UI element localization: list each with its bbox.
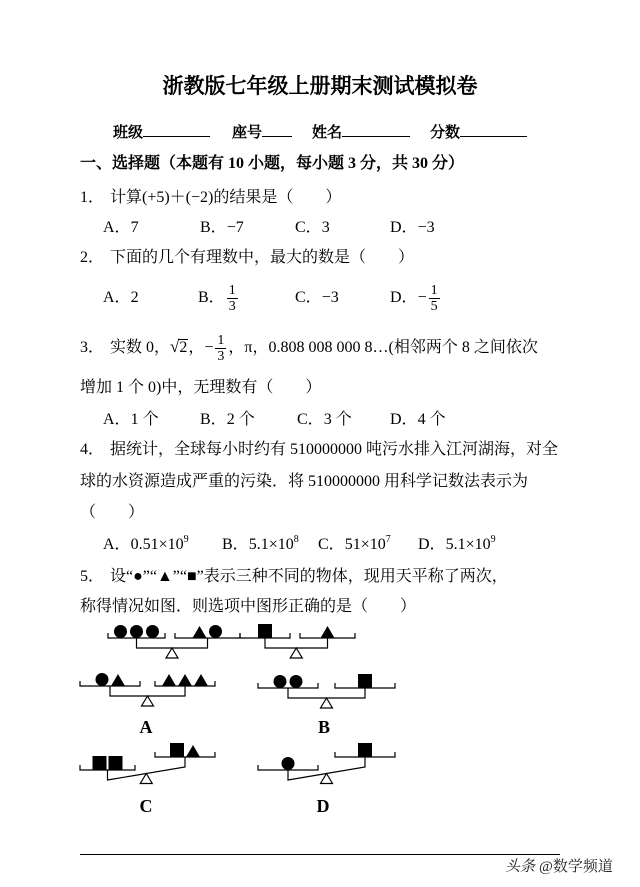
option-a: [103, 408, 159, 432]
balance-left-pan: [258, 683, 318, 688]
option-letter: D．: [390, 289, 418, 306]
filled-triangle-shape: [162, 674, 176, 686]
option-letter: A．: [103, 536, 131, 553]
option-letter: A．: [103, 411, 131, 428]
filled-triangle-shape: [111, 674, 125, 686]
option-balance-c: [80, 743, 215, 816]
exponent: 7: [385, 534, 391, 545]
fraction-denominator: 3: [217, 348, 225, 364]
filled-circle-shape: [130, 625, 143, 638]
balance-fulcrum: [321, 774, 333, 784]
option-letter: C．: [318, 536, 345, 553]
balance-right-pan: [175, 633, 240, 638]
info-field-name: [312, 119, 410, 143]
square-root: [170, 339, 188, 356]
option-value: 2: [130, 289, 139, 306]
option-letter: A．: [103, 289, 131, 306]
filled-square-shape: [109, 756, 123, 770]
option-value: −3: [417, 219, 435, 236]
option-d: [390, 408, 446, 432]
option-value: 2 个: [226, 411, 255, 428]
fraction: [429, 283, 440, 314]
option-letter: B．: [200, 219, 227, 236]
filled-triangle-shape: [321, 626, 335, 638]
option-label-c: C: [139, 796, 153, 816]
filled-square-shape: [358, 674, 372, 688]
option-letter: C．: [295, 219, 322, 236]
option-b: [222, 533, 299, 557]
option-d: [390, 216, 435, 240]
filled-circle-shape: [290, 675, 303, 688]
radicand: 2: [179, 339, 188, 356]
option-c: [297, 408, 352, 432]
footer-rule: [80, 854, 560, 855]
filled-triangle-shape: [193, 626, 207, 638]
exponent: 9: [490, 534, 496, 545]
option-balance-a: [80, 673, 215, 737]
option-c: [295, 216, 330, 240]
info-field-blank: [143, 119, 210, 137]
info-field-label: 分数: [430, 125, 461, 141]
balance-left-pan: [80, 681, 140, 686]
option-value: −7: [226, 219, 244, 236]
option-c: [295, 280, 339, 316]
option-label-b: B: [317, 717, 331, 737]
question-3-continued: 增加 1 个 0)中，无理数有（ ）: [80, 379, 322, 396]
exponent: 9: [183, 534, 189, 545]
option-balance-b: [258, 674, 395, 737]
balance-fulcrum: [166, 648, 178, 658]
option-label-a: A: [139, 717, 153, 737]
option-letter: B．: [200, 411, 227, 428]
filled-square-shape: [170, 743, 184, 757]
footer-handle: @数学频道: [539, 859, 613, 875]
fraction-numerator: 1: [228, 282, 236, 298]
balance-fulcrum: [142, 696, 154, 706]
footer-brand: 头条: [505, 859, 536, 875]
info-field-seat: [232, 119, 292, 143]
fraction: [215, 333, 226, 364]
balance-fulcrum: [321, 698, 333, 708]
option-value: 5.1×10: [248, 536, 294, 553]
info-field-blank: [342, 119, 410, 137]
radical-sign: √: [170, 337, 180, 356]
filled-circle-shape: [209, 625, 222, 638]
fraction-denominator: 3: [228, 298, 236, 314]
option-a: [103, 216, 139, 240]
option-label-d: D: [316, 796, 330, 816]
answer-parentheses: （ ）: [80, 504, 145, 521]
question-text: 据统计，全球每小时约有 510000000 吨污水排入江河湖海，对全: [110, 441, 559, 458]
filled-circle-shape: [274, 675, 287, 688]
question-number: 5．: [80, 568, 105, 585]
option-a: [103, 533, 189, 557]
info-field-class: [113, 119, 210, 143]
question-number: 2．: [80, 249, 105, 266]
option-value: 4 个: [417, 411, 446, 428]
fraction-numerator: 1: [430, 282, 438, 298]
question-5-continued: 称得情况如图．则选项中图形正确的是（ ）: [80, 598, 417, 615]
balance-fulcrum: [140, 774, 152, 784]
option-letter: D．: [390, 219, 418, 236]
footer-credit: [505, 856, 613, 878]
question-text: 设“●”“▲”“■”表示三种不同的物体，现用天平称了两次，: [110, 568, 508, 585]
option-letter: C．: [297, 411, 324, 428]
option-a: [103, 280, 139, 316]
option-letter: D．: [418, 536, 446, 553]
option-letter: A．: [103, 219, 131, 236]
balance-fulcrum: [290, 648, 302, 658]
filled-triangle-shape: [194, 674, 208, 686]
question-4-continued: 球的水资源造成严重的污染．将 510000000 用科学记数法表示为: [80, 473, 529, 490]
option-balance-d: [258, 743, 395, 816]
minus-sign: −: [204, 339, 214, 356]
question-2: [80, 246, 414, 270]
option-d: [390, 280, 442, 316]
option-value: 3 个: [323, 411, 352, 428]
info-field-label: 姓名: [312, 125, 343, 141]
balance-beam: [288, 688, 365, 698]
option-letter: B．: [222, 536, 249, 553]
balance-beam: [265, 638, 328, 648]
question-text: ，π，0.808 008 000 8…(相邻两个 8 之间依次: [228, 339, 538, 356]
filled-circle-shape: [282, 757, 295, 770]
option-value: 5.1×10: [445, 536, 491, 553]
info-field-blank: [460, 119, 527, 137]
filled-circle-shape: [146, 625, 159, 638]
page-title: 浙教版七年级上册期末测试模拟卷: [162, 74, 478, 98]
option-value: 51×10: [344, 536, 386, 553]
fraction-denominator: 5: [430, 298, 438, 314]
info-field-label: 班级: [113, 125, 144, 141]
given-balance-1: [108, 625, 240, 658]
balance-beam: [137, 638, 208, 648]
option-value: 1 个: [130, 411, 159, 428]
option-value: −3: [321, 289, 339, 306]
info-field-label: 座号: [232, 125, 263, 141]
option-letter: B．: [198, 289, 225, 306]
filled-circle-shape: [96, 673, 109, 686]
question-text: 计算(+5)＋(−2)的结果是（ ）: [110, 189, 342, 206]
option-b: [198, 280, 240, 316]
fraction: [227, 283, 238, 314]
balance-figure: [0, 615, 640, 825]
balance-right-pan: [155, 752, 215, 757]
filled-square-shape: [93, 756, 107, 770]
exponent: 8: [293, 534, 299, 545]
option-letter: D．: [390, 411, 418, 428]
filled-square-shape: [258, 624, 272, 638]
question-number: 1．: [80, 189, 105, 206]
question-text: 实数 0，: [110, 339, 171, 356]
given-balance-2: [240, 624, 355, 658]
filled-triangle-shape: [186, 745, 200, 757]
filled-circle-shape: [114, 625, 127, 638]
section-title: 一、选择题（本题有 10 小题，每小题 3 分，共 30 分）: [80, 155, 465, 172]
info-field-blank: [262, 119, 292, 137]
question-3: [80, 329, 538, 365]
fraction-numerator: 1: [217, 332, 225, 348]
option-value: 7: [130, 219, 139, 236]
option-value: 0.51×10: [130, 536, 184, 553]
filled-square-shape: [358, 743, 372, 757]
balance-beam: [110, 686, 185, 696]
option-letter: C．: [295, 289, 322, 306]
option-d: [418, 533, 496, 557]
option-b: [200, 216, 244, 240]
question-text: ，: [188, 339, 205, 356]
option-c: [318, 533, 391, 557]
question-number: 3．: [80, 339, 105, 356]
option-b: [200, 408, 255, 432]
balance-left-pan: [80, 765, 135, 770]
question-text: 下面的几个有理数中，最大的数是（ ）: [110, 249, 415, 266]
question-number: 4．: [80, 441, 105, 458]
question-5: [80, 565, 508, 589]
info-field-score: [430, 119, 527, 143]
minus-sign: −: [417, 289, 427, 306]
question-1: [80, 186, 341, 210]
filled-triangle-shape: [178, 674, 192, 686]
option-value: 3: [321, 219, 330, 236]
question-4: [80, 438, 558, 462]
